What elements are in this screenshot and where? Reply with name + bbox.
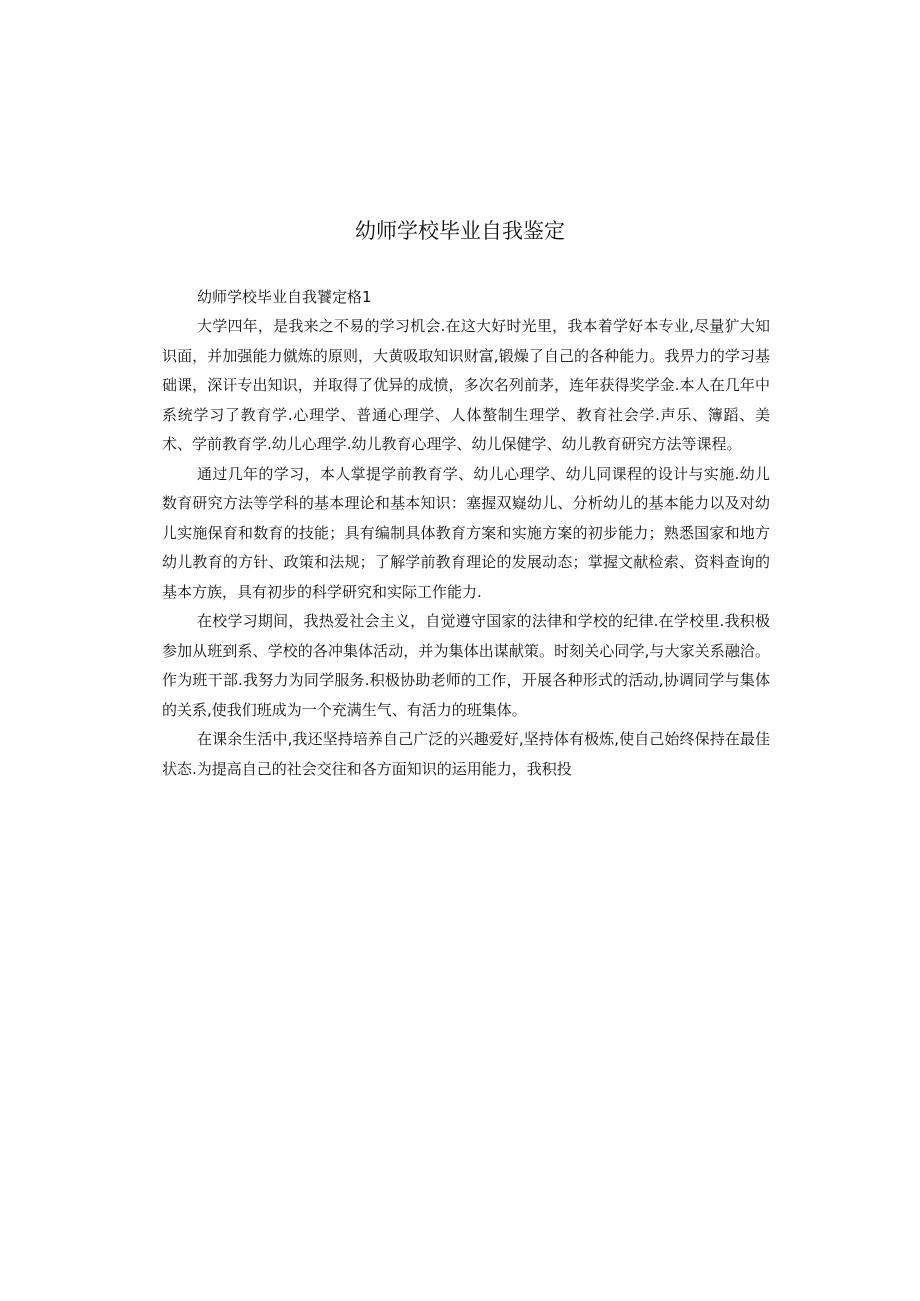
paragraph-3: 在校学习期间，我热爱社会主义，自觉遵守国家的法律和学校的纪律.在学校里.我积极参加从班到系、学校的各冲集体活动，并为集体出谋献策。时刻关心同学,与大家关系融洽。作为班干部.我努力为同学服务.积极协助老师的工作，开展各种形式的活动,协调同学与集体的关系,使我们班成为一个充满生气、有活力的班集体。	[162, 612, 770, 719]
document-subtitle: 幼师学校毕业自我饕定格1	[197, 288, 372, 306]
paragraph-1: 大学四年，是我来之不易的学习机会.在这大好时光里，我本着学好本专业,尽量犷大知识面，并加强能力僦炼的原则，大黄吸取知识财富,锻燥了自己的各种能力。我畀力的学习基础课，深讦专出知识，并取得了优异的成愤，多次名列前茅，连年获得奖学金.本人在几年中系统学习了教育学.心理学、普通心理学、人体螯制生理学、教育社会学.声乐、簿蹈、美术、学前教育学.幼儿心理学.幼儿教育心理学、幼儿保健学、幼儿教育研究方法等课程。	[162, 317, 770, 453]
document-body	[162, 283, 770, 784]
page-title: 幼师学校毕业自我鉴定	[355, 219, 565, 243]
paragraph-2: 通过几年的学习，本人掌提学前教育学、幼儿心理学、幼儿同课程的设计与实施.幼儿数育研究方法等学科的基本理论和基本知识：塞握双嶷幼儿、分析幼儿的基本能力以及对幼儿实施保育和数育的技能；具有编制具体教育方案和实施方案的初步能力；熟悉国家和地方幼儿教育的方针、政策和法规；了解学前教育理论的发展动态；掌握文献检索、资料查询的基本方族，具有初步的科学研究和实际工作能力.	[162, 464, 770, 601]
paragraph-4: 在课余生活中,我还坚持培养自己广泛的兴趣爱好,坚持体有极炼,使自己始终保持在最佳状态.为提高自己的社会交往和各方面知识的运用能力，我积投	[162, 730, 770, 778]
